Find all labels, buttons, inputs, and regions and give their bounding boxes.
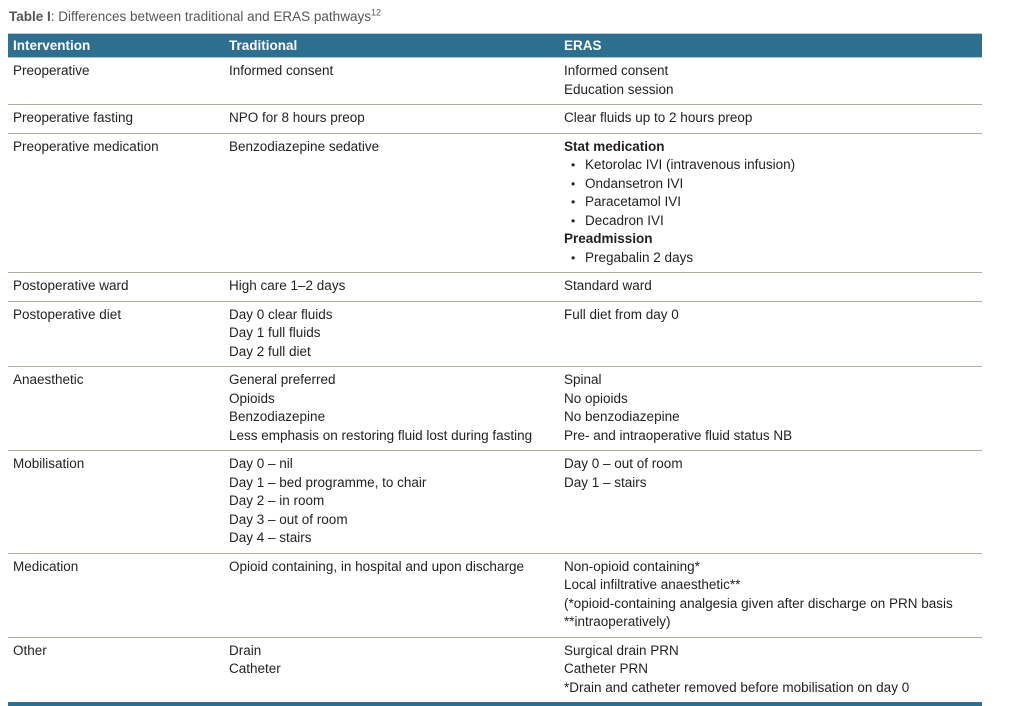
eras-cell [559,637,982,704]
cell-line: Clear fluids up to 2 hours preop [564,110,753,125]
cell-line: Postoperative ward [13,278,129,293]
cell-line [564,156,976,175]
intervention-cell [8,133,224,273]
cell-line: Non-opioid containing* [564,558,700,574]
cell-line: Less emphasis on restoring fluid lost during fasting [229,427,533,443]
table-row [8,105,982,134]
cell-line: Anaesthetic [13,372,84,387]
cell-line: Postoperative diet [13,306,122,322]
cell-line: Day 2 full diet [229,343,311,359]
cell-line: Informed consent [229,63,334,78]
eras-cell [559,105,982,134]
cell-line: Mobilisation [13,456,85,471]
table-row [8,273,982,302]
cell-line: Other [13,642,47,658]
cell-line: *Drain and catheter removed before mobilisation on day 0 [564,679,910,695]
cell-line: NPO for 8 hours preop [229,110,365,125]
cell-line: Day 0 clear fluids [229,306,333,322]
cell-line: Preadmission [564,231,653,246]
cell-line [564,193,976,212]
intervention-cell [8,301,224,367]
cell-line: Preoperative [13,63,90,78]
bullet-text: Pregabalin 2 days [585,249,694,265]
cell-line: Education session [564,81,674,97]
cell-line: Drain [229,642,262,658]
eras-cell [559,553,982,637]
comparison-table [8,33,982,706]
cell-line: Medication [13,558,79,574]
cell-line: No benzodiazepine [564,409,680,424]
bullet-icon: • [571,176,576,191]
intervention-cell [8,553,224,637]
cell-line: Day 4 – stairs [229,530,312,545]
cell-line: Day 0 – out of room [564,456,683,471]
cell-line: Spinal [564,372,602,387]
column-header-traditional: Traditional [224,34,559,58]
cell-line: Surgical drain PRN [564,642,679,658]
eras-cell [559,301,982,367]
cell-line: Opioid containing, in hospital and upon discharge [229,558,524,574]
traditional-cell [224,58,559,105]
traditional-cell [224,637,559,704]
bullet-text: Decadron IVI [585,212,664,228]
cell-line: Preoperative medication [13,138,159,154]
cell-line [564,212,976,231]
bullet-icon: • [571,213,576,228]
cell-line: Day 2 – in room [229,493,325,508]
column-header-intervention: Intervention [8,34,224,58]
traditional-cell [224,273,559,302]
eras-cell [559,133,982,273]
cell-line: Day 1 – bed programme, to chair [229,474,427,490]
cell-line: Catheter [229,661,281,676]
table-row [8,58,982,105]
cell-line: **intraoperatively) [564,614,671,629]
table-row [8,133,982,273]
table-body [8,58,982,705]
cell-line: Opioids [229,390,275,406]
table-row [8,553,982,637]
table-header-row [8,34,982,58]
traditional-cell [224,367,559,451]
column-header-eras: ERAS [559,34,982,58]
header-row [8,34,982,58]
bullet-text: Ketorolac IVI (intravenous infusion) [585,157,796,172]
cell-line: Stat medication [564,138,665,154]
traditional-cell [224,133,559,273]
bullet-icon: • [571,158,576,172]
table-caption-label: Table I [9,9,51,24]
cell-line: Day 1 – stairs [564,474,647,490]
cell-line: (*opioid-containing analgesia given after discharge on PRN basis [564,595,953,611]
eras-cell [559,451,982,554]
cell-line [564,175,976,194]
cell-line: Benzodiazepine [229,409,326,424]
intervention-cell [8,451,224,554]
bullet-icon: • [571,250,576,265]
cell-line: General preferred [229,372,336,387]
cell-line: Standard ward [564,278,652,293]
traditional-cell [224,105,559,134]
eras-cell [559,273,982,302]
cell-line: Informed consent [564,63,669,78]
table-caption-text: : Differences between traditional and ERAS pathways [50,9,371,24]
cell-line: No opioids [564,390,628,406]
table-row [8,301,982,367]
traditional-cell [224,451,559,554]
cell-line [564,249,976,268]
eras-cell [559,367,982,451]
bullet-icon: • [571,195,576,209]
cell-line: Pre- and intraoperative fluid status NB [564,427,793,443]
traditional-cell [224,553,559,637]
intervention-cell [8,58,224,105]
cell-line: Day 0 – nil [229,456,293,471]
table-row [8,367,982,451]
intervention-cell [8,273,224,302]
cell-line: Local infiltrative anaesthetic** [564,577,741,592]
cell-line: Day 1 full fluids [229,325,321,340]
bullet-text: Paracetamol IVI [585,194,682,209]
intervention-cell [8,105,224,134]
cell-line: Preoperative fasting [13,110,134,125]
intervention-cell [8,367,224,451]
cell-line: Full diet from day 0 [564,306,679,322]
table-row [8,637,982,704]
cell-line: Catheter PRN [564,661,649,676]
table-caption [9,9,1013,24]
traditional-cell [224,301,559,367]
table-row [8,451,982,554]
cell-line: Day 3 – out of room [229,511,348,527]
cell-line: Benzodiazepine sedative [229,138,380,154]
eras-cell [559,58,982,105]
bullet-text: Ondansetron IVI [585,175,684,191]
intervention-cell [8,637,224,704]
cell-line: High care 1–2 days [229,278,346,293]
citation-superscript: 12 [370,7,381,18]
